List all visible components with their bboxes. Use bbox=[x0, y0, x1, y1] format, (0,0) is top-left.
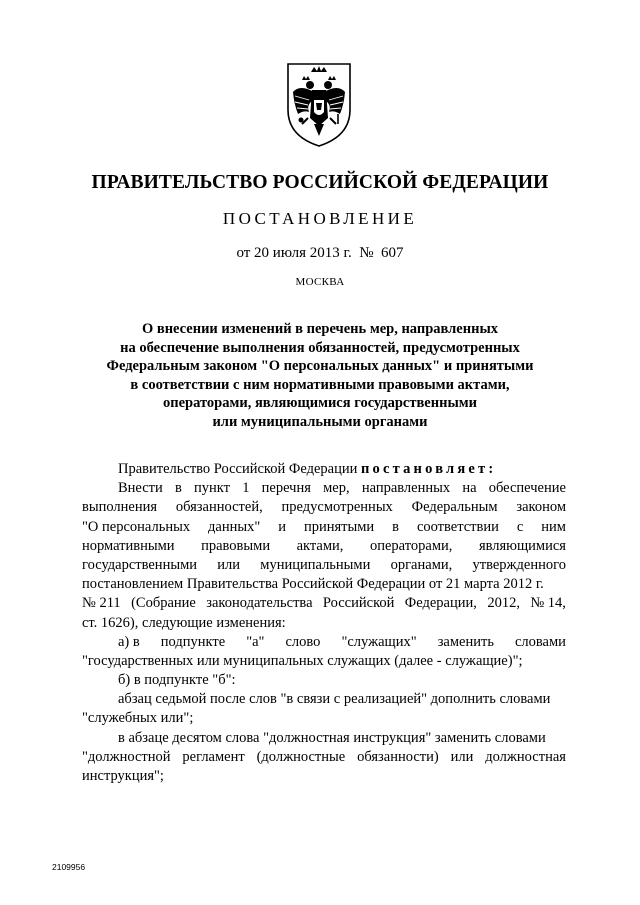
word: перечня bbox=[261, 480, 311, 497]
text-line bbox=[82, 633, 566, 652]
word: мер, bbox=[323, 480, 350, 497]
word: и bbox=[278, 518, 286, 535]
word: (Собрание bbox=[131, 595, 196, 612]
word: "должностной bbox=[82, 748, 171, 765]
word: направленных bbox=[361, 480, 451, 497]
word: заменить bbox=[437, 633, 494, 650]
word: "служебных или"; bbox=[82, 710, 194, 727]
state-emblem bbox=[284, 58, 354, 148]
word: в абзаце десятом слова "должностная инструкция" заменить словами bbox=[118, 729, 546, 746]
word: регламент bbox=[182, 748, 245, 765]
word: органами, bbox=[390, 556, 453, 573]
intro-decree-word: постановляет: bbox=[360, 461, 497, 477]
word: слово bbox=[285, 633, 321, 650]
word: "а" bbox=[246, 633, 265, 650]
text-line bbox=[82, 556, 566, 575]
word: предусмотренных bbox=[281, 499, 393, 516]
russian-coat-of-arms-icon bbox=[284, 58, 354, 148]
text-line bbox=[82, 709, 566, 728]
text-line bbox=[82, 518, 566, 537]
title-line: операторами, являющимися государственными bbox=[162, 395, 478, 411]
text-line bbox=[82, 537, 566, 556]
text-line bbox=[82, 690, 566, 709]
word: Российской bbox=[322, 595, 395, 612]
word: должностная bbox=[485, 748, 566, 765]
text-line bbox=[82, 479, 566, 498]
word: в bbox=[392, 518, 399, 535]
document-body bbox=[82, 460, 566, 786]
word: утвержденного bbox=[472, 556, 566, 573]
paragraph-b1 bbox=[82, 690, 566, 728]
word: или bbox=[450, 748, 474, 765]
word: данных" bbox=[208, 518, 261, 535]
paragraph-1 bbox=[82, 479, 566, 633]
word: муниципальными bbox=[260, 556, 371, 573]
document-type: ПОСТАНОВЛЕНИЕ bbox=[222, 209, 418, 228]
title-line: О внесении изменений в перечень мер, направленных bbox=[141, 321, 499, 337]
word: являющимися bbox=[478, 537, 566, 554]
word: обеспечение bbox=[488, 480, 566, 497]
word: подпункте bbox=[160, 633, 226, 650]
word: абзац седьмой после слов "в связи с реализацией" дополнить словами bbox=[118, 691, 551, 708]
word: Федеральным bbox=[411, 499, 498, 516]
word: 2012, bbox=[487, 595, 520, 612]
paragraph-b2 bbox=[82, 729, 566, 787]
paragraph-b-heading: б) в подпункте "б": bbox=[118, 672, 236, 689]
title-line: на обеспечение выполнения обязанностей, предусмотренных bbox=[120, 339, 520, 356]
word: инструкция"; bbox=[82, 768, 164, 784]
word: Федерации, bbox=[404, 595, 477, 612]
word: словами bbox=[514, 633, 566, 650]
word: № 211 bbox=[82, 595, 121, 612]
word: "О персональных bbox=[82, 518, 191, 535]
text-line bbox=[82, 652, 566, 671]
word: актами, bbox=[296, 537, 344, 554]
title-line: или муниципальными органами bbox=[212, 413, 428, 430]
word: государственными bbox=[82, 556, 198, 573]
word: с bbox=[516, 518, 524, 535]
word: правовыми bbox=[201, 537, 271, 554]
word: соответствии bbox=[416, 518, 499, 535]
word: нормативными bbox=[82, 537, 175, 554]
word: в bbox=[174, 480, 182, 497]
text-line bbox=[82, 575, 566, 594]
word: законодательства bbox=[206, 595, 313, 612]
word: пункт bbox=[194, 480, 230, 497]
text-line bbox=[82, 729, 566, 748]
word: или bbox=[217, 556, 241, 573]
word: Внести bbox=[118, 480, 163, 497]
date-and-number: от 20 июля 2013 г. № 607 bbox=[236, 245, 404, 261]
text-line bbox=[82, 748, 566, 767]
word: "служащих" bbox=[341, 633, 417, 650]
document-code: 2109956 bbox=[52, 862, 86, 872]
word: ним bbox=[541, 518, 566, 535]
word: на bbox=[462, 480, 477, 497]
word: выполнения bbox=[82, 499, 158, 516]
text-line bbox=[82, 614, 566, 633]
word: а) в bbox=[118, 633, 140, 650]
word: операторами, bbox=[369, 537, 453, 554]
intro-line bbox=[82, 460, 566, 479]
word: обязанностей, bbox=[175, 499, 263, 516]
word: 1 bbox=[242, 480, 250, 497]
text-line bbox=[82, 498, 566, 517]
intro-text: Правительство Российской Федерации bbox=[118, 461, 358, 477]
city: МОСКВА bbox=[295, 276, 345, 288]
text-line bbox=[82, 594, 566, 613]
word: принятыми bbox=[303, 518, 375, 535]
word: "государственных или муниципальных служащих (далее - служащие)"; bbox=[82, 652, 523, 669]
word: постановлением Правительства Российской Федерации от 21 марта 2012 г. bbox=[82, 576, 544, 593]
word: (должностные bbox=[256, 748, 346, 765]
title-line: Федеральным законом "О персональных данных" и принятыми bbox=[106, 358, 534, 374]
government-name: ПРАВИТЕЛЬСТВО РОССИЙСКОЙ ФЕДЕРАЦИИ bbox=[91, 172, 549, 193]
title-line: в соответствии с ним нормативными правовыми актами, bbox=[130, 376, 510, 393]
text-line bbox=[82, 767, 566, 786]
word: обязанности) bbox=[357, 748, 439, 765]
paragraph-a bbox=[82, 633, 566, 671]
word: законом bbox=[516, 499, 566, 516]
word: ст. 1626), следующие изменения: bbox=[82, 614, 286, 631]
document-title bbox=[0, 320, 640, 431]
word: № 14, bbox=[530, 595, 566, 612]
